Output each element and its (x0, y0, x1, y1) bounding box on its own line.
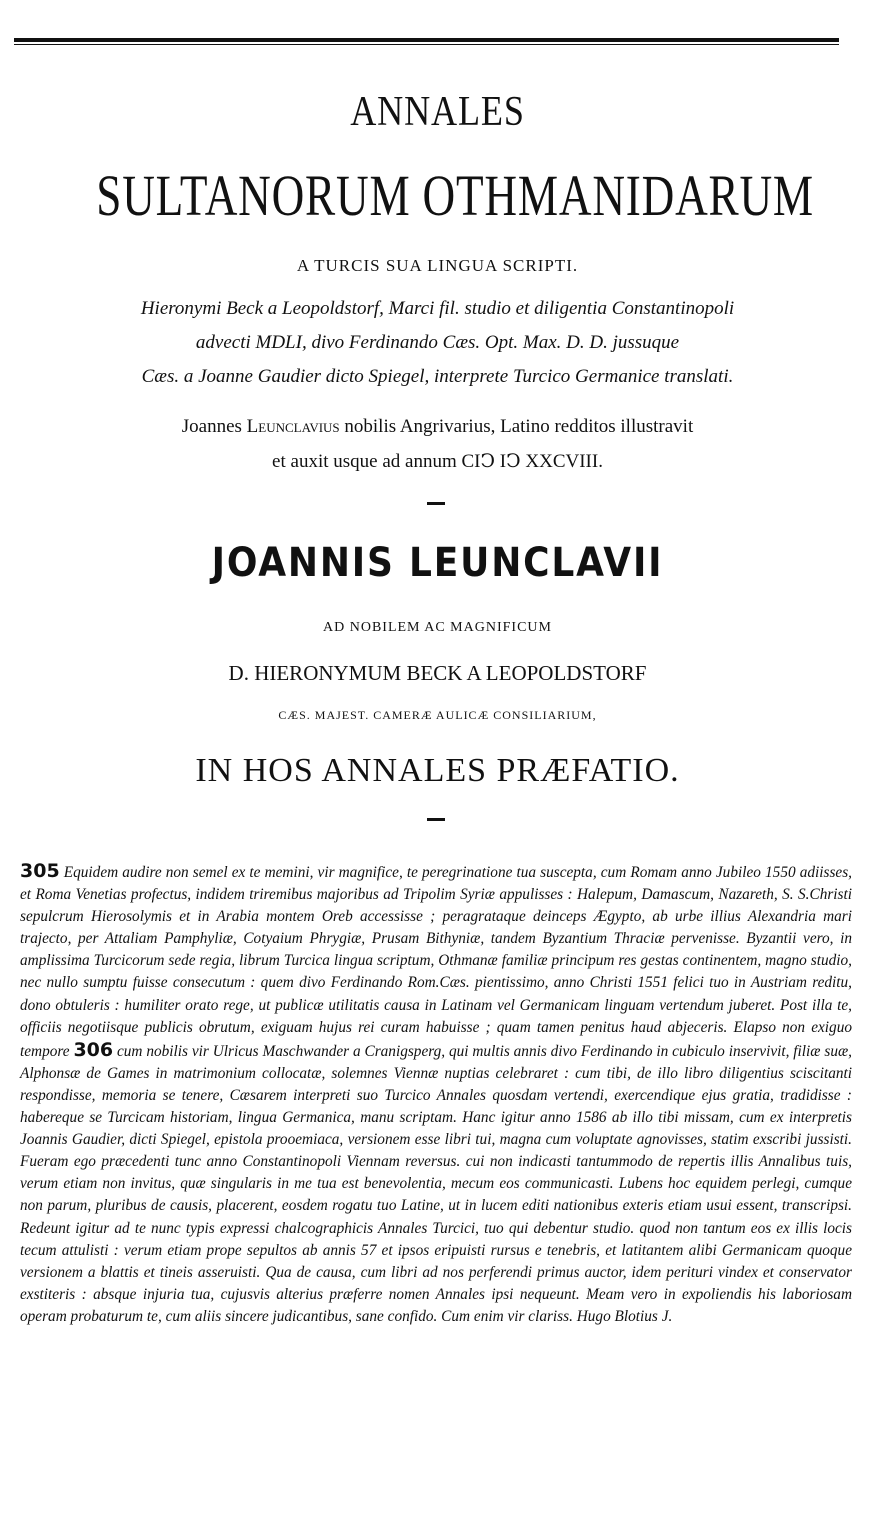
italic-line-2: advecti MDLI, divo Ferdinando Cæs. Opt. Max. D. D. jussuque (195, 332, 680, 353)
editor-line-1-post: nobilis Angrivarius, Latino redditos illustravit (339, 416, 694, 437)
page-number-306: 306 (73, 1038, 114, 1061)
separator-dash-1 (427, 502, 445, 505)
title-line-2: SULTANORUM OTHMANIDARUM (96, 163, 814, 228)
addressee-name: D. HIERONYMUM BECK A LEOPOLDSTORF (228, 661, 647, 685)
editor-line-2: et auxit usque ad annum CIↃ IↃ XXCVIII. (272, 451, 603, 472)
preface-heading: IN HOS ANNALES PRÆFATIO. (195, 752, 680, 789)
separator-dash-2 (427, 818, 445, 821)
editor-name: Leunclavius (246, 416, 340, 437)
italic-line-3: Cæs. a Joanne Gaudier dicto Spiegel, interprete Turcico Germanice translati. (141, 366, 734, 387)
addressee-line: AD NOBILEM AC MAGNIFICUM (323, 620, 552, 635)
italic-line-1: Hieronymi Beck a Leopoldstorf, Marci fil. studio et diligentia Constantinopoli (140, 298, 735, 319)
top-rule-thin (14, 44, 839, 45)
subtitle: A TURCIS SUA LINGUA SCRIPTI. (296, 256, 579, 275)
body-text-part-2: cum nobilis vir Ulricus Maschwander a Cranigsperg, qui multis annis divo Ferdinando in cubiculo inservivit, filiæ suæ, Alphonsæ de Games in matrimonium collocatæ, solemnes Viennæ nuptias celebraret : cum tibi, de illo libro diligentius sciscitanti respondisse, memoria se tenere, Cæsarem interpreti suo Turcico Annales quosdam vertendi, exercendique ejus gratia, tradidisse : habereque se Turcicam historiam, lingua Germanica, manu scriptam. Hanc igitur anno 1586 ab illo tibi missam, cum ex interpretis Joannis Gaudier, dicti Spiegel, epistola prooemiaca, versionem esse libri tui, magna cum voluptate agnovisses, statim exscribi jussisti. Fueram ego præcedenti tunc anno Constantinopoli Viennam reversus. cui non indicasti tantummodo de repertis illis Annalibus tuis, verum etiam non invitus, quæ singularis in me tua est benevolentia, mecum eos communicasti. Lubens hoc equidem perlegi, cumque non parum, pluribus de causis, placerent, eosdem rogatu tuo Latine, ut in lucem editi nationibus exteris etiam usui essent, transcripsi. Redeunt igitur ad te nunc typis expressi chalcographicis Annales Turcici, tuo qui debentur studio. quod non tantum eos ex illis locis tecum attulisti : verum etiam prope sepultos ab annis 57 et ipsos eripuisti rursus e tenebris, et latitantem alibi Germanicam quoque versionem a blattis et tineis asseruisti. Qua de causa, cum libri ad nos perferendi primus auctor, idem perituri vindex et conservator exstiteris : absque injuria tua, cujusvis alterius præferre nomen Annales ipsi nequeunt. Meam vero in expoliendis his laboriosam operam probaturum te, cum aliis sincere judicantibus, sane confido. Cum enim vir clariss. Hugo Blotius J. (20, 1042, 853, 1325)
top-rule-thick (14, 38, 839, 42)
page-number-305: 305 (20, 860, 60, 882)
preface-author: JOANNIS LEUNCLAVII (211, 540, 664, 586)
preface-body (20, 860, 852, 1328)
editor-line-1-pre: Joannes (181, 416, 247, 437)
body-text-part-1: Equidem audire non semel ex te memini, vir magnifice, te peregrinatione tua suscepta, cum Romam anno Jubileo 1550 adiisses, et Roma Venetias profectus, indidem triremibus majoribus ad Tripolim Syriæ appulisses : Halepum, Damascum, Nazareth, S. S.Christi sepulcrum Hierosolymis et in Arabia montem Oreb accessisse ; peragrataque deinceps Ægypto, ab urbe illius Alexandria mari trajecto, per Attaliam Pamphyliæ, Cotyaium Phrygiæ, Prusam Bithyniæ, tandem Byzantium Thraciæ pervenisse. Byzantii vero, in amplissima Turcicorum sede regia, librum Turcica lingua scriptum, Othmanæ familiæ principum res gestas continentem, magno studio, nec nullo sumptu fuisse consecutum : quem divo Ferdinando Rom.Cæs. pientissimo, anno Christi 1551 felici tuo in Austriam reditu, dono obtuleris : humiliter orato rege, ut publicæ utilitatis causa in Latinam vel Germanicam linguam vertendum juberet. Post illa te, officiis negotiisque publicis obrutum, exiguam hujus rei curam habuisse ; quam tamen penitus haud abjeceris. Elapso non exiguo tempore (20, 864, 852, 1060)
addressee-title: CÆS. MAJEST. CAMERÆ AULICÆ CONSILIARIUM, (278, 708, 597, 722)
editor-line-1 (0, 416, 875, 438)
title-line-1: ANNALES (350, 89, 525, 135)
